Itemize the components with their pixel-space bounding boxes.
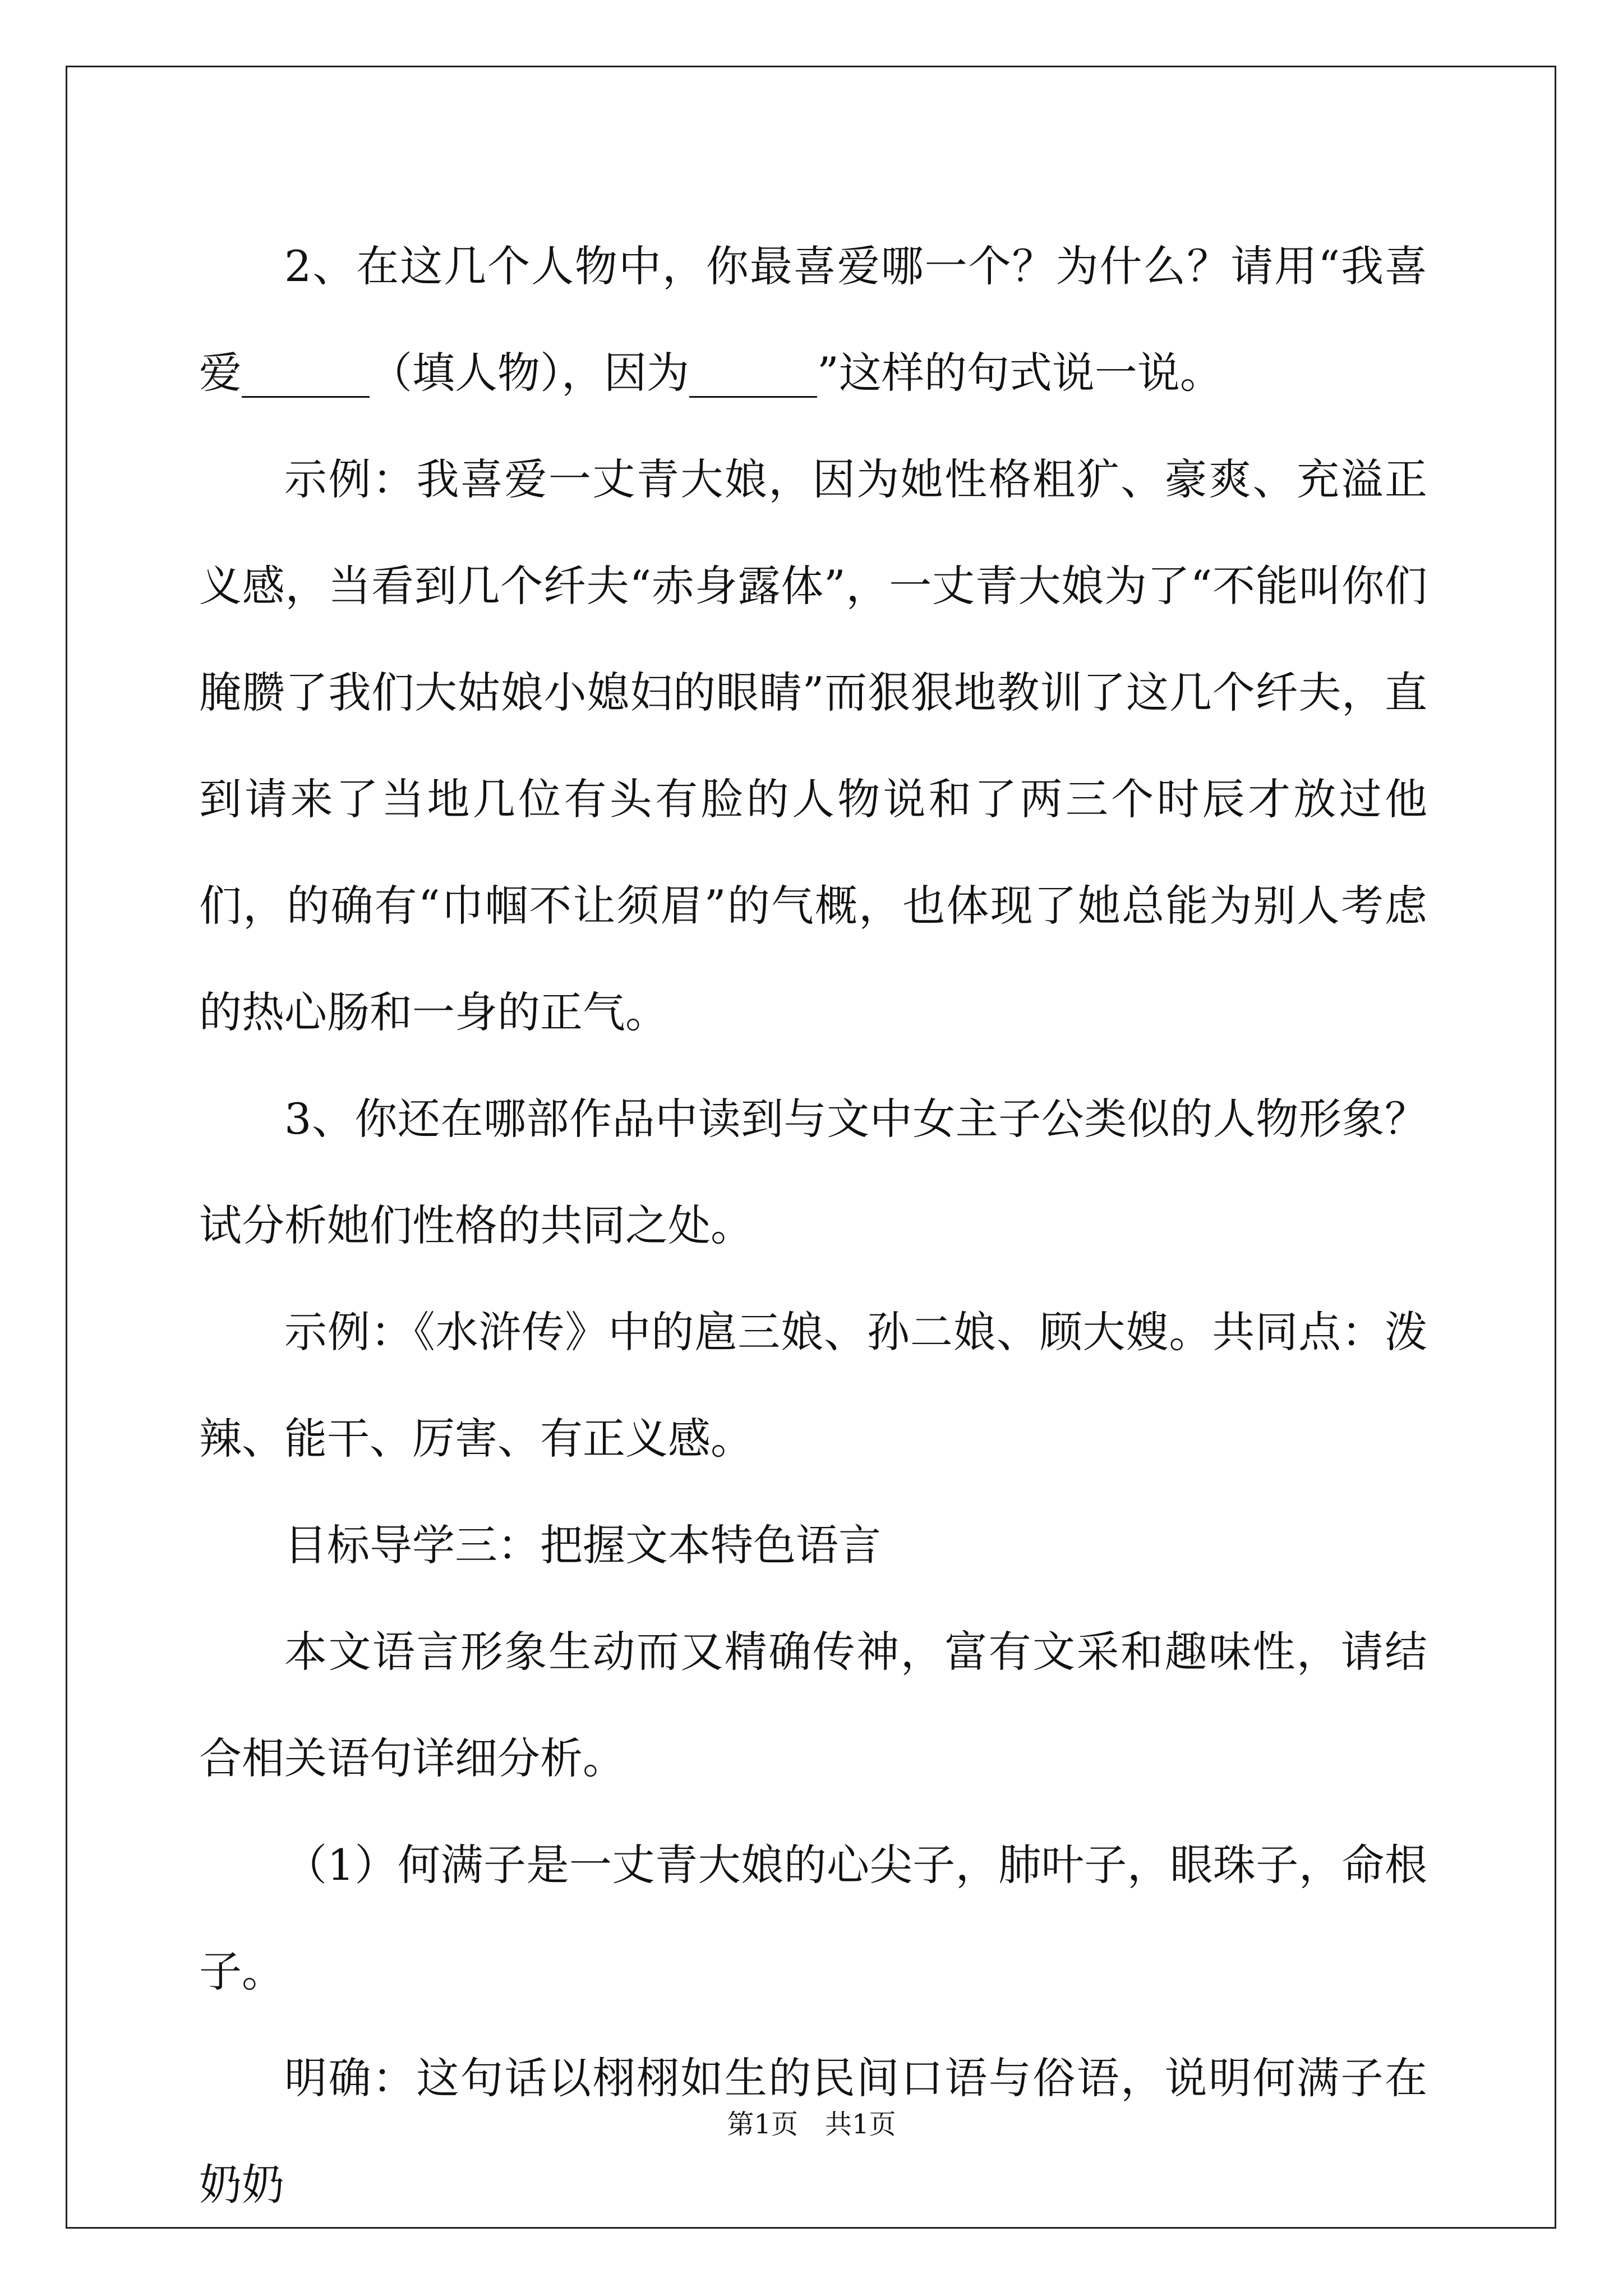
question-3-paragraph: 3、你还在哪部作品中读到与文中女主子公类似的人物形象？试分析她们性格的共同之处。 — [199, 1094, 1427, 1250]
document-body — [199, 213, 1427, 2238]
language-analysis-paragraph: 本文语言形象生动而又精确传神，富有文采和趣味性，请结合相关语句详细分析。 — [199, 1627, 1427, 1783]
example-answer-paragraph: 示例：我喜爱一丈青大娘，因为她性格粗犷、豪爽、充溢正义感，当看到几个纤夫“赤身露体”，一丈青大娘为了“不能叫你们腌臜了我们大姑娘小媳妇的眼睛”而狠狠地教训了这几个纤夫，直到请来了当地几位有头有脸的人物说和了两三个时辰才放过他们，的确有“巾帼不让须眉”的气概，也体现了她总能为别人考虑的热心肠和一身的正气。 — [199, 454, 1427, 1037]
clarification-paragraph: 明确：这句话以栩栩如生的民间口语与俗语，说明何满子在奶奶 — [199, 2053, 1427, 2210]
page-number-footer: 第1页 共1页 — [727, 2109, 896, 2140]
section-heading: 目标导学三：把握文本特色语言 — [284, 1520, 881, 1570]
question-2-paragraph: 2、在这几个人物中，你最喜爱哪一个？为什么？请用“我喜爱______（填人物），因为______”这样的句式说一说。 — [199, 241, 1427, 398]
example-sentence-1: （1）何满子是一丈青大娘的心尖子，肺叶子，眼珠子，命根子。 — [199, 1840, 1427, 1996]
example-answer-paragraph-2: 示例：《水浒传》中的扈三娘、孙二娘、顾大嫂。共同点：泼辣、能干、厉害、有正义感。 — [199, 1307, 1427, 1464]
